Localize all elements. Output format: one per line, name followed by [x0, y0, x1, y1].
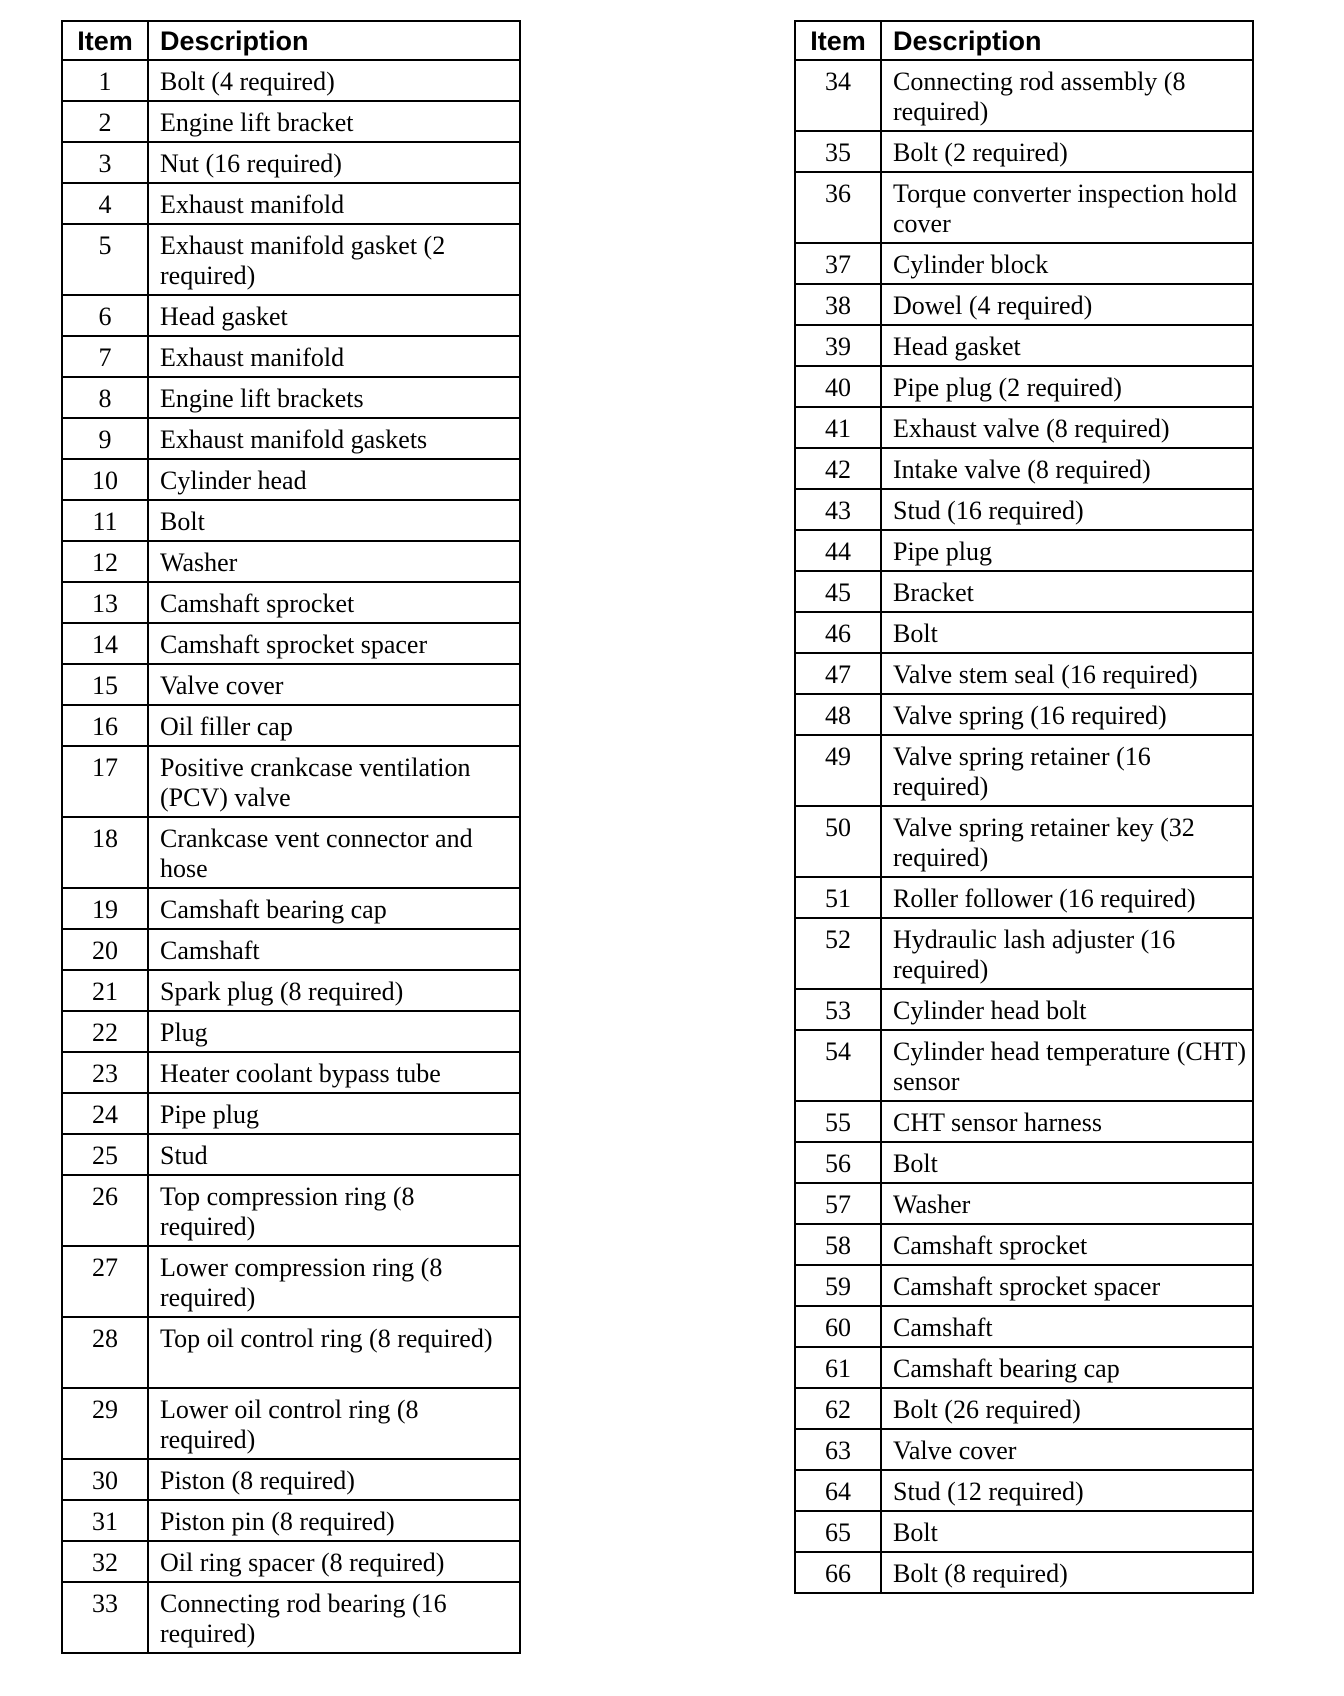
- table-row: [62, 336, 520, 377]
- table-row: [795, 284, 1253, 325]
- item-description: Camshaft sprocket spacer: [148, 623, 520, 664]
- table-row: [62, 295, 520, 336]
- item-number: 29: [62, 1388, 148, 1459]
- table-row: [795, 1030, 1253, 1101]
- table-row: [795, 877, 1253, 918]
- description-column-header: Description: [881, 21, 1253, 60]
- item-description: Top oil control ring (8 required): [148, 1317, 520, 1388]
- item-description: Stud (12 required): [881, 1470, 1253, 1511]
- item-number: 28: [62, 1317, 148, 1388]
- item-description: Camshaft: [148, 929, 520, 970]
- item-number: 35: [795, 131, 881, 172]
- item-description: Cylinder head bolt: [881, 989, 1253, 1030]
- table-row: [62, 1317, 520, 1388]
- item-number: 55: [795, 1101, 881, 1142]
- item-number: 63: [795, 1429, 881, 1470]
- item-description: Spark plug (8 required): [148, 970, 520, 1011]
- item-description: Stud: [148, 1134, 520, 1175]
- description-column-header: Description: [148, 21, 520, 60]
- item-number: 1: [62, 60, 148, 101]
- item-description: Pipe plug: [148, 1093, 520, 1134]
- item-number: 34: [795, 60, 881, 131]
- item-description: Exhaust valve (8 required): [881, 407, 1253, 448]
- item-description: Bolt: [148, 500, 520, 541]
- table-row: [795, 489, 1253, 530]
- header-row: [62, 21, 520, 60]
- item-description: Valve cover: [148, 664, 520, 705]
- item-number: 32: [62, 1541, 148, 1582]
- item-description: Exhaust manifold: [148, 336, 520, 377]
- item-number: 39: [795, 325, 881, 366]
- item-number: 58: [795, 1224, 881, 1265]
- item-number: 57: [795, 1183, 881, 1224]
- table-row: [62, 1500, 520, 1541]
- table-row: [795, 735, 1253, 806]
- item-number: 41: [795, 407, 881, 448]
- item-description: Oil filler cap: [148, 705, 520, 746]
- item-description: Bolt (2 required): [881, 131, 1253, 172]
- item-number: 38: [795, 284, 881, 325]
- item-number: 6: [62, 295, 148, 336]
- table-row: [795, 1470, 1253, 1511]
- item-description: Exhaust manifold: [148, 183, 520, 224]
- table-row: [62, 142, 520, 183]
- item-description: Connecting rod bearing (16 required): [148, 1582, 520, 1653]
- item-description: Bolt: [881, 1142, 1253, 1183]
- item-number: 47: [795, 653, 881, 694]
- parts-list-left: [62, 60, 520, 1653]
- item-number: 46: [795, 612, 881, 653]
- item-description: Piston pin (8 required): [148, 1500, 520, 1541]
- item-description: Bracket: [881, 571, 1253, 612]
- item-number: 53: [795, 989, 881, 1030]
- item-description: Head gasket: [148, 295, 520, 336]
- item-number: 61: [795, 1347, 881, 1388]
- table-row: [795, 1183, 1253, 1224]
- table-row: [795, 243, 1253, 284]
- item-description: Camshaft sprocket: [148, 582, 520, 623]
- table-row: [62, 623, 520, 664]
- table-row: [795, 989, 1253, 1030]
- parts-table-left: [61, 20, 521, 1654]
- table-row: [62, 60, 520, 101]
- item-description: Roller follower (16 required): [881, 877, 1253, 918]
- item-number: 24: [62, 1093, 148, 1134]
- item-number: 42: [795, 448, 881, 489]
- item-description: Cylinder block: [881, 243, 1253, 284]
- table-row: [62, 746, 520, 817]
- item-description: Nut (16 required): [148, 142, 520, 183]
- item-number: 48: [795, 694, 881, 735]
- table-row: [62, 664, 520, 705]
- table-row: [62, 1011, 520, 1052]
- header-row: [795, 21, 1253, 60]
- table-row: [62, 1582, 520, 1653]
- item-description: Engine lift bracket: [148, 101, 520, 142]
- item-number: 56: [795, 1142, 881, 1183]
- item-description: Crankcase vent connector and hose: [148, 817, 520, 888]
- item-number: 7: [62, 336, 148, 377]
- item-number: 19: [62, 888, 148, 929]
- table-row: [62, 101, 520, 142]
- item-description: Connecting rod assembly (8 required): [881, 60, 1253, 131]
- item-number: 43: [795, 489, 881, 530]
- table-row: [62, 224, 520, 295]
- table-row: [795, 612, 1253, 653]
- table-row: [62, 377, 520, 418]
- table-row: [62, 1388, 520, 1459]
- item-number: 12: [62, 541, 148, 582]
- item-description: Camshaft sprocket: [881, 1224, 1253, 1265]
- item-description: Bolt (8 required): [881, 1552, 1253, 1593]
- item-description: CHT sensor harness: [881, 1101, 1253, 1142]
- item-description: Washer: [881, 1183, 1253, 1224]
- item-description: Exhaust manifold gasket (2 required): [148, 224, 520, 295]
- item-number: 20: [62, 929, 148, 970]
- table-row: [795, 407, 1253, 448]
- item-description: Torque converter inspection hold cover: [881, 172, 1253, 243]
- table-row: [62, 1093, 520, 1134]
- item-description: Piston (8 required): [148, 1459, 520, 1500]
- table-row: [62, 1052, 520, 1093]
- table-row: [795, 1101, 1253, 1142]
- item-description: Stud (16 required): [881, 489, 1253, 530]
- item-number: 51: [795, 877, 881, 918]
- item-description: Camshaft bearing cap: [148, 888, 520, 929]
- table-row: [795, 60, 1253, 131]
- table-row: [62, 459, 520, 500]
- item-number: 22: [62, 1011, 148, 1052]
- table-row: [795, 1306, 1253, 1347]
- table-row: [795, 448, 1253, 489]
- item-description: Engine lift brackets: [148, 377, 520, 418]
- item-number: 49: [795, 735, 881, 806]
- table-row: [795, 653, 1253, 694]
- table-row: [795, 1511, 1253, 1552]
- item-number: 50: [795, 806, 881, 877]
- item-description: Dowel (4 required): [881, 284, 1253, 325]
- table-row: [795, 530, 1253, 571]
- table-row: [62, 705, 520, 746]
- item-number: 2: [62, 101, 148, 142]
- table-row: [62, 1459, 520, 1500]
- item-description: Valve cover: [881, 1429, 1253, 1470]
- item-number: 36: [795, 172, 881, 243]
- table-row: [62, 1246, 520, 1317]
- table-row: [795, 131, 1253, 172]
- item-number: 3: [62, 142, 148, 183]
- table-row: [62, 541, 520, 582]
- table-row: [62, 817, 520, 888]
- item-description: Lower oil control ring (8 required): [148, 1388, 520, 1459]
- item-number: 62: [795, 1388, 881, 1429]
- parts-table-right: [794, 20, 1254, 1594]
- item-description: Exhaust manifold gaskets: [148, 418, 520, 459]
- item-description: Valve stem seal (16 required): [881, 653, 1253, 694]
- item-number: 18: [62, 817, 148, 888]
- table-row: [62, 418, 520, 459]
- item-number: 27: [62, 1246, 148, 1317]
- item-description: Intake valve (8 required): [881, 448, 1253, 489]
- item-number: 31: [62, 1500, 148, 1541]
- table-row: [795, 1224, 1253, 1265]
- item-description: Heater coolant bypass tube: [148, 1052, 520, 1093]
- item-number: 16: [62, 705, 148, 746]
- item-number: 14: [62, 623, 148, 664]
- item-description: Bolt (4 required): [148, 60, 520, 101]
- table-row: [795, 918, 1253, 989]
- table-row: [62, 929, 520, 970]
- table-row: [795, 172, 1253, 243]
- item-description: Hydraulic lash adjuster (16 required): [881, 918, 1253, 989]
- item-description: Washer: [148, 541, 520, 582]
- item-number: 5: [62, 224, 148, 295]
- item-description: Top compression ring (8 required): [148, 1175, 520, 1246]
- item-number: 15: [62, 664, 148, 705]
- item-number: 23: [62, 1052, 148, 1093]
- item-description: Head gasket: [881, 325, 1253, 366]
- item-column-header: Item: [795, 21, 881, 60]
- item-description: Positive crankcase ventilation (PCV) valve: [148, 746, 520, 817]
- item-number: 25: [62, 1134, 148, 1175]
- table-row: [795, 571, 1253, 612]
- item-number: 21: [62, 970, 148, 1011]
- item-description: Pipe plug (2 required): [881, 366, 1253, 407]
- item-number: 30: [62, 1459, 148, 1500]
- item-number: 60: [795, 1306, 881, 1347]
- parts-list-right: [795, 60, 1253, 1593]
- item-number: 66: [795, 1552, 881, 1593]
- item-description: Camshaft: [881, 1306, 1253, 1347]
- table-row: [62, 888, 520, 929]
- item-description: Bolt: [881, 612, 1253, 653]
- table-row: [795, 325, 1253, 366]
- item-description: Bolt: [881, 1511, 1253, 1552]
- item-number: 45: [795, 571, 881, 612]
- item-description: Plug: [148, 1011, 520, 1052]
- item-number: 4: [62, 183, 148, 224]
- table-row: [795, 1552, 1253, 1593]
- table-row: [62, 500, 520, 541]
- table-row: [795, 366, 1253, 407]
- table-row: [795, 1142, 1253, 1183]
- item-number: 65: [795, 1511, 881, 1552]
- item-number: 54: [795, 1030, 881, 1101]
- table-row: [795, 1388, 1253, 1429]
- item-number: 26: [62, 1175, 148, 1246]
- table-row: [795, 1265, 1253, 1306]
- item-number: 44: [795, 530, 881, 571]
- table-row: [795, 1347, 1253, 1388]
- item-description: Camshaft sprocket spacer: [881, 1265, 1253, 1306]
- item-number: 10: [62, 459, 148, 500]
- item-number: 37: [795, 243, 881, 284]
- item-number: 59: [795, 1265, 881, 1306]
- item-description: Cylinder head temperature (CHT) sensor: [881, 1030, 1253, 1101]
- item-description: Bolt (26 required): [881, 1388, 1253, 1429]
- table-row: [62, 1541, 520, 1582]
- table-row: [795, 806, 1253, 877]
- item-number: 40: [795, 366, 881, 407]
- item-column-header: Item: [62, 21, 148, 60]
- table-row: [795, 694, 1253, 735]
- item-number: 11: [62, 500, 148, 541]
- item-description: Camshaft bearing cap: [881, 1347, 1253, 1388]
- item-number: 17: [62, 746, 148, 817]
- item-description: Valve spring (16 required): [881, 694, 1253, 735]
- item-description: Lower compression ring (8 required): [148, 1246, 520, 1317]
- item-description: Valve spring retainer key (32 required): [881, 806, 1253, 877]
- table-row: [62, 970, 520, 1011]
- item-number: 33: [62, 1582, 148, 1653]
- table-row: [62, 183, 520, 224]
- table-row: [62, 582, 520, 623]
- item-number: 52: [795, 918, 881, 989]
- item-description: Oil ring spacer (8 required): [148, 1541, 520, 1582]
- table-row: [62, 1175, 520, 1246]
- item-description: Valve spring retainer (16 required): [881, 735, 1253, 806]
- table-row: [62, 1134, 520, 1175]
- item-number: 64: [795, 1470, 881, 1511]
- item-description: Cylinder head: [148, 459, 520, 500]
- table-row: [795, 1429, 1253, 1470]
- item-number: 9: [62, 418, 148, 459]
- item-number: 13: [62, 582, 148, 623]
- item-number: 8: [62, 377, 148, 418]
- item-description: Pipe plug: [881, 530, 1253, 571]
